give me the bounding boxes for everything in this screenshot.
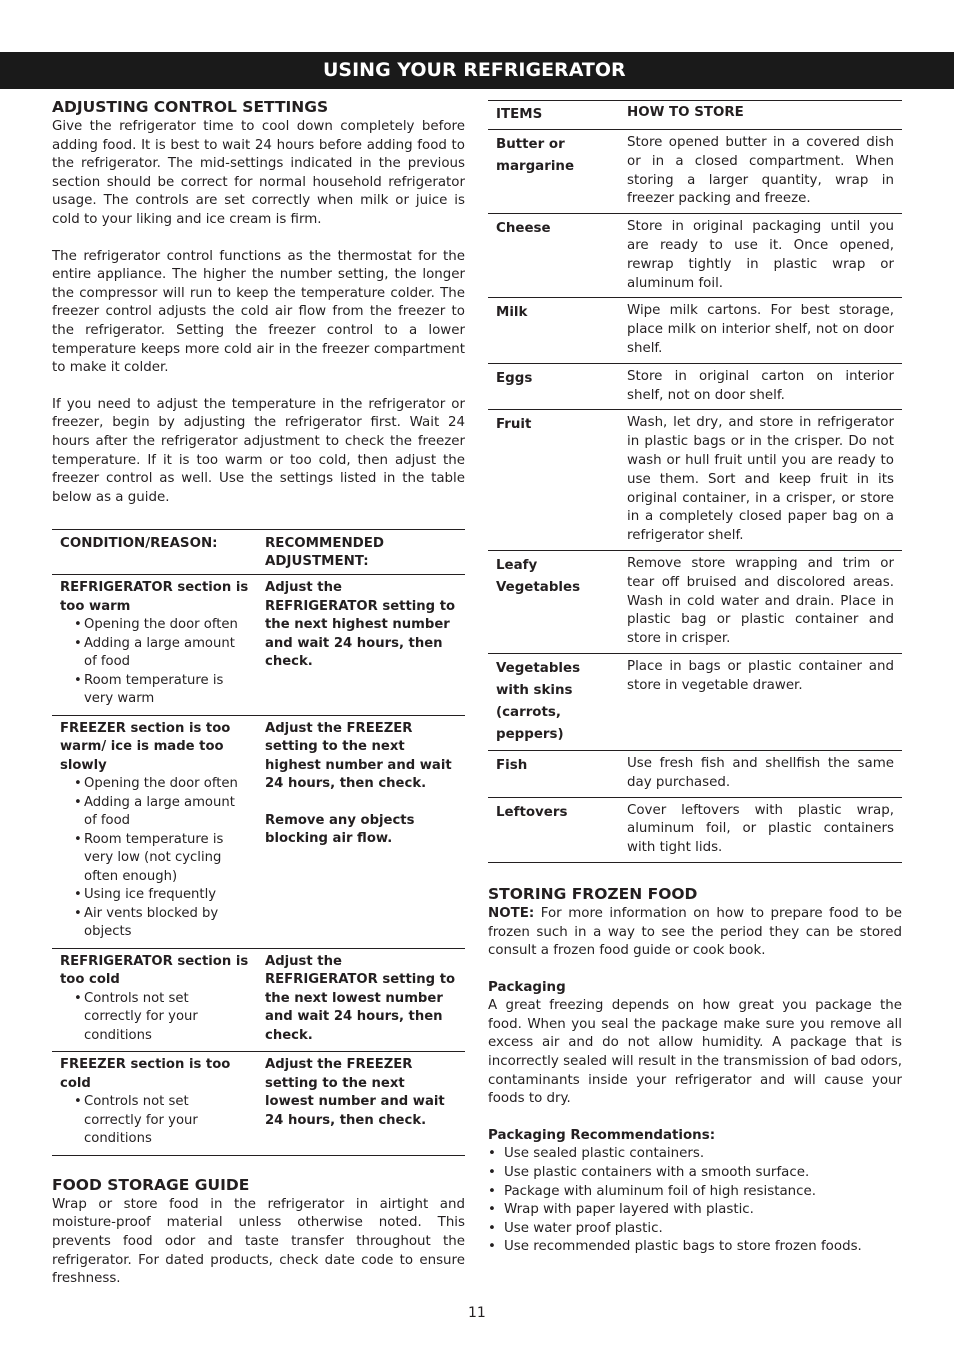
item-name: Cheese [488,214,619,298]
reason-item: • Controls not set correctly for your conditions [74,990,249,1046]
packaging-text: A great freezing depends on how great you package the food. When you seal the package make sure you remove all excess air and do not allow humidity. A package that is incorrectly sealed will result in the transmission of bad odors, contaminants inside your refrigerator and will cause your foods to dry. [488,998,902,1107]
table-row [488,410,902,551]
table-row [52,575,465,716]
item-name: Milk [488,298,619,363]
item-name: Vegetables with skins (carrots, peppers) [488,653,619,750]
adjustment-text: Adjust the FREEZER setting to the next highest number and wait 24 hours, then check. [265,720,452,792]
item-name: Fruit [488,410,619,551]
reason-item: • Using ice frequently [74,886,249,905]
item-name: Butter or margarine [488,130,619,214]
table-header-row [52,530,465,575]
item-instructions: Wipe milk cartons. For best storage, place milk on interior shelf, not on door shelf. [619,298,902,363]
reason-item: • Opening the door often [74,616,249,635]
table-row [488,750,902,797]
reason-item: • Room temperature is very low (not cycling often enough) [74,831,249,887]
column-header-items: ITEMS [488,101,619,130]
packaging-recommendations-list [488,1145,902,1257]
right-column [488,100,902,1257]
item-instructions: Cover leftovers with plastic wrap, aluminum foil, or plastic containers with tight lids. [619,797,902,862]
condition-label: FREEZER section is too cold [60,1057,231,1091]
item-instructions: Use fresh fish and shellfish the same day purchased. [619,750,902,797]
reason-item: • Adding a large amount of food [74,794,249,831]
item-instructions: Remove store wrapping and trim or tear off bruised and discolored areas. Wash in cold water and drain. Place in plastic bag or plastic container and store in crisper. [619,550,902,653]
table-row [488,214,902,298]
packaging-recommendations-heading: Packaging Recommendations: [488,1127,716,1143]
adjusting-paragraph-3: If you need to adjust the temperature in the refrigerator or freezer, begin by adjusting the refrigerator first. Wait 24 hours after the refrigerator adjustment to check the freezer temperature. If it is too warm or too cold, then adjust the freezer control as well. Use the settings listed in the table below as a guide. [52,396,465,505]
table-row [52,715,465,948]
adjustment-extra-text: Remove any objects blocking air flow. [265,812,415,847]
column-header-how-to-store: HOW TO STORE [619,101,902,130]
table-row [488,550,902,653]
item-instructions: Store in original carton on interior shelf, not on door shelf. [619,363,902,410]
adjusting-paragraph-2: The refrigerator control functions as the thermostat for the entire appliance. The higher the number setting, the longer the compressor will run to keep the temperature colder. The freezer control adjusts the cold air flow from the freezer to the refrigerator. Setting the freezer control to a lower temperature keeps more cold air in the freezer compartment to make it colder. [52,248,465,376]
section-header-bar [0,52,954,89]
note-label: NOTE: [488,905,535,921]
table-header-row [488,101,902,130]
adjusting-paragraph-1: Give the refrigerator time to cool down completely before adding food. It is best to wait 24 hours before adding food to the refrigerator. The mid-settings indicated in the previous section should be correct for normal household refrigerator usage. The controls are set correctly when milk or juice is cold to your liking and ice cream is firm. [52,119,465,227]
left-column [52,96,465,1289]
note-text: For more information on how to prepare food to be frozen such in a way to see the period they can be stored consult a frozen food guide or cook book. [488,905,902,959]
item-name: Leafy Vegetables [488,550,619,653]
column-header-adjustment: RECOMMENDED ADJUSTMENT: [257,530,465,575]
condition-label: REFRIGERATOR section is too cold [60,953,249,988]
column-header-condition: CONDITION/REASON: [52,530,257,575]
item-instructions: Place in bags or plastic container and store in vegetable drawer. [619,653,902,750]
list-item: • Use sealed plastic containers. [488,1145,902,1164]
adjustment-table [52,529,465,1156]
food-guide-text: Wrap or store food in the refrigerator in airtight and moisture-proof material unless otherwise noted. This prevents food odor and taste transfer throughout the refrigerator. For dated products, check date code to ensure freshness. [52,1196,465,1287]
reason-item: • Controls not set correctly for your conditions [74,1093,249,1149]
table-row [488,797,902,862]
item-instructions: Store in original packaging until you are ready to use it. Once opened, rewrap tightly in plastic wrap or aluminum foil. [619,214,902,298]
reason-item: • Air vents blocked by objects [74,905,249,942]
list-item: • Use plastic containers with a smooth surface. [488,1164,902,1183]
item-name: Eggs [488,363,619,410]
adjustment-text: Adjust the REFRIGERATOR setting to the next highest number and wait 24 hours, then check. [265,580,456,670]
table-row [488,130,902,214]
list-item: • Package with aluminum foil of high resistance. [488,1183,902,1202]
food-guide-heading: FOOD STORAGE GUIDE [52,1175,250,1194]
list-item: • Use recommended plastic bags to store frozen foods. [488,1238,902,1257]
table-row [488,653,902,750]
reason-item: • Room temperature is very warm [74,672,249,709]
page-title: USING YOUR REFRIGERATOR [323,59,626,81]
condition-label: FREEZER section is too warm/ ice is made too slowly [60,720,231,773]
condition-label: REFRIGERATOR section is too warm [60,580,249,614]
item-instructions: Store opened butter in a covered dish or in a closed compartment. When storing a larger quantity, wrap in freezer packing and freeze. [619,130,902,214]
food-storage-table [488,100,902,863]
frozen-food-heading: STORING FROZEN FOOD [488,884,698,903]
item-name: Fish [488,750,619,797]
adjustment-text: Adjust the FREEZER setting to the next lowest number and wait 24 hours, then check. [265,1057,445,1128]
reason-item: • Adding a large amount of food [74,635,249,672]
item-name: Leftovers [488,797,619,862]
table-row [52,1052,465,1156]
item-instructions: Wash, let dry, and store in refrigerator in plastic bags or in the crisper. Do not wash or hull fruit until you are ready to use them. Sort and keep fruit in its original container, in a crisper, or store in a completely closed paper bag on a refrigerator shelf. [619,410,902,551]
page-number: 11 [468,1305,486,1321]
adjustment-text: Adjust the REFRIGERATOR setting to the next lowest number and wait 24 hours, then check. [265,953,456,1043]
reason-item: • Opening the door often [74,775,249,794]
frozen-note [488,905,902,961]
packaging-heading: Packaging [488,979,566,995]
list-item: • Use water proof plastic. [488,1220,902,1239]
table-row [488,363,902,410]
list-item: • Wrap with paper layered with plastic. [488,1201,902,1220]
adjusting-heading: ADJUSTING CONTROL SETTINGS [52,98,329,116]
table-row [488,298,902,363]
table-row [52,948,465,1052]
